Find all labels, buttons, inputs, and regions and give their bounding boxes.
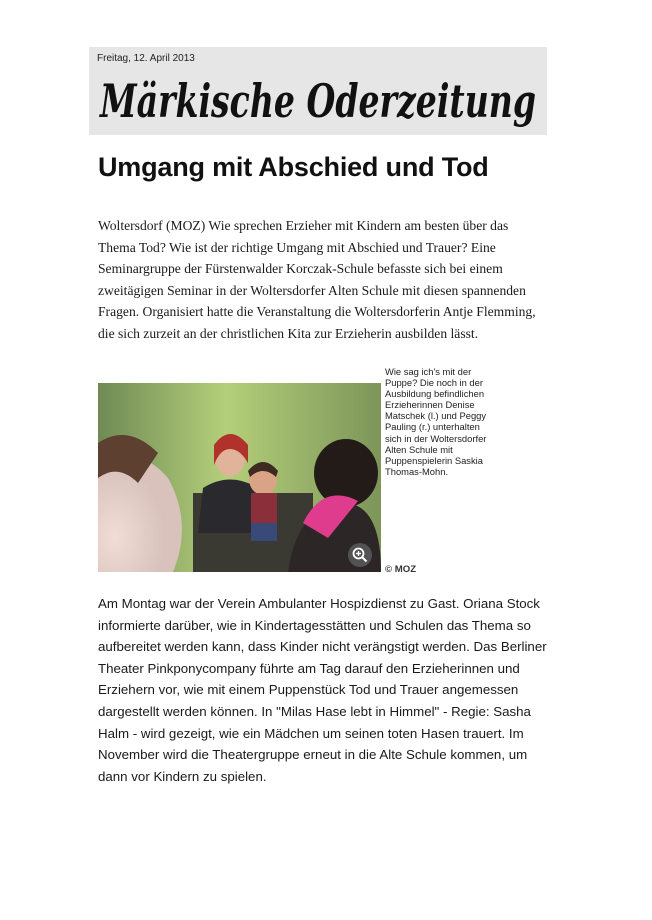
masthead	[89, 47, 547, 135]
zoom-icon[interactable]	[348, 543, 372, 567]
article-headline: Umgang mit Abschied und Tod	[98, 152, 489, 182]
article-body: Am Montag war der Verein Ambulanter Hospizdienst zu Gast. Oriana Stock informierte darüber, wie in Kindertagesstätten und Schulen das Thema so aufbereitet werden kann, dass Kinder nicht verängstigt werden. Das Berliner Theater Pinkponycompany führte am Tag darauf den Erzieherinnen und Erziehern vor, wie mit einem Puppenstück Tod und Trauer angemessen dargestellt werden können. In "Milas Hase lebt in Himmel" - Regie: Sasha Halm - wird gezeigt, wie ein Mädchen um seinen toten Hasen trauert. Im November wird die Theatergruppe erneut in die Alte Schule kommen, um dann vor Kindern zu spielen.	[98, 596, 547, 784]
photo-caption: Wie sag ich's mit der Puppe? Die noch in der Ausbildung befindlichen Erzieherinnen Denise Matschek (l.) und Peggy Pauling (r.) unterhalten sich in der Woltersdorfer Alten Schule mit Puppenspielerin Saskia Thomas-Mohn.	[385, 366, 487, 477]
photo-credit: © MOZ	[385, 564, 417, 575]
newspaper-name: Märkische Oderzeitung	[98, 74, 537, 128]
issue-date: Freitag, 12. April 2013	[97, 53, 195, 64]
article-photo[interactable]	[98, 383, 381, 572]
photo-illustration	[98, 383, 381, 572]
newspaper-logo	[96, 69, 540, 131]
article-lead: Woltersdorf (MOZ) Wie sprechen Erzieher mit Kindern am besten über das Thema Tod? Wie ist der richtige Umgang mit Abschied und Trauer? Eine Seminargruppe der Fürstenwalder Korczak-Schule befasste sich bei einem zweitägigen Seminar in der Woltersdorfer Alten Schule mit diesen spannenden Fragen. Organisiert hatte die Veranstaltung die Woltersdorferin Antje Flemming, die sich zurzeit an der christlichen Kita zur Erzieherin ausbilden lässt.	[98, 218, 536, 341]
